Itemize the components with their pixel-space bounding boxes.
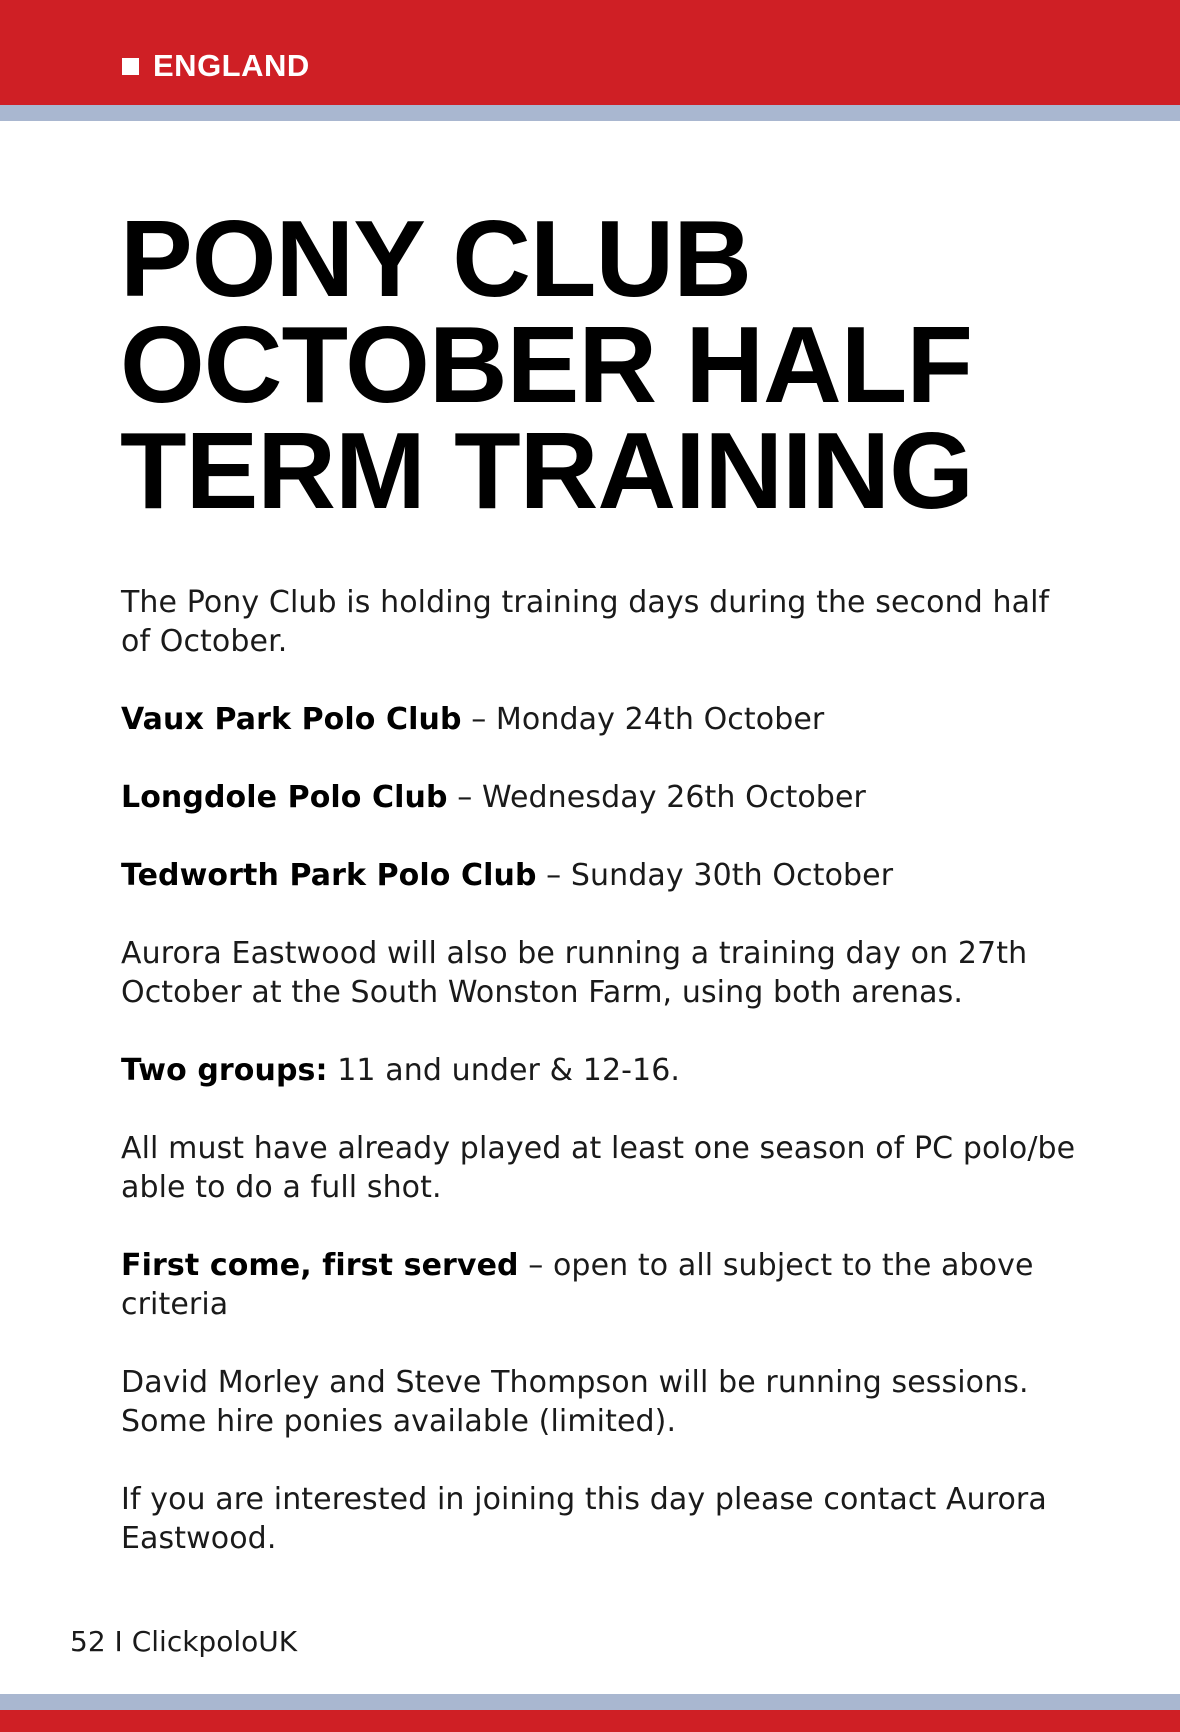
sessions-paragraph: David Morley and Steve Thompson will be running sessions. Some hire ponies available (limited). [121,1365,1029,1439]
footer-separator: I [105,1625,132,1658]
club-name: Longdole Polo Club [121,780,448,815]
publication-name: ClickpoloUK [131,1625,298,1658]
intro-paragraph: The Pony Club is holding training days during the second half of October. [121,585,1050,659]
club-name: Vaux Park Polo Club [121,702,462,737]
title-line-2: OCTOBER HALF [120,304,972,426]
footer-band [0,1710,1180,1732]
title-line-3: TERM TRAINING [120,410,973,532]
square-bullet-icon [122,58,139,75]
section-label [122,46,310,86]
groups-label: Two groups: [121,1053,328,1088]
header-stripe [0,105,1180,121]
groups-text: 11 and under & 12-16. [327,1053,681,1088]
club-name: Tedworth Park Polo Club [121,858,537,893]
section-label-text: ENGLAND [153,48,310,83]
article-body [121,583,1081,1597]
footer-stripe [0,1694,1180,1710]
club-date: – Monday 24th October [461,702,825,737]
first-come-text: – open to all subject to the above criteria [121,1248,1034,1322]
club-date: – Sunday 30th October [536,858,894,893]
page-footer [70,1624,297,1660]
aurora-paragraph: Aurora Eastwood will also be running a training day on 27th October at the South Wonston Farm, using both arenas. [121,936,1028,1010]
date-item-tedworth-park [121,856,1081,895]
requirement-paragraph: All must have already played at least one season of PC polo/be able to do a full shot. [121,1131,1076,1205]
title-line-1: PONY CLUB [120,198,751,320]
page-number: 52 [70,1625,106,1658]
club-date: – Wednesday 26th October [447,780,866,815]
page-title [120,198,1140,532]
first-come-label: First come, first served [121,1248,519,1283]
date-item-longdole [121,778,1081,817]
groups-paragraph [121,1051,1081,1090]
first-come-paragraph [121,1246,1081,1324]
contact-paragraph: If you are interested in joining this day please contact Aurora Eastwood. [121,1482,1047,1556]
date-item-vaux-park [121,700,1081,739]
